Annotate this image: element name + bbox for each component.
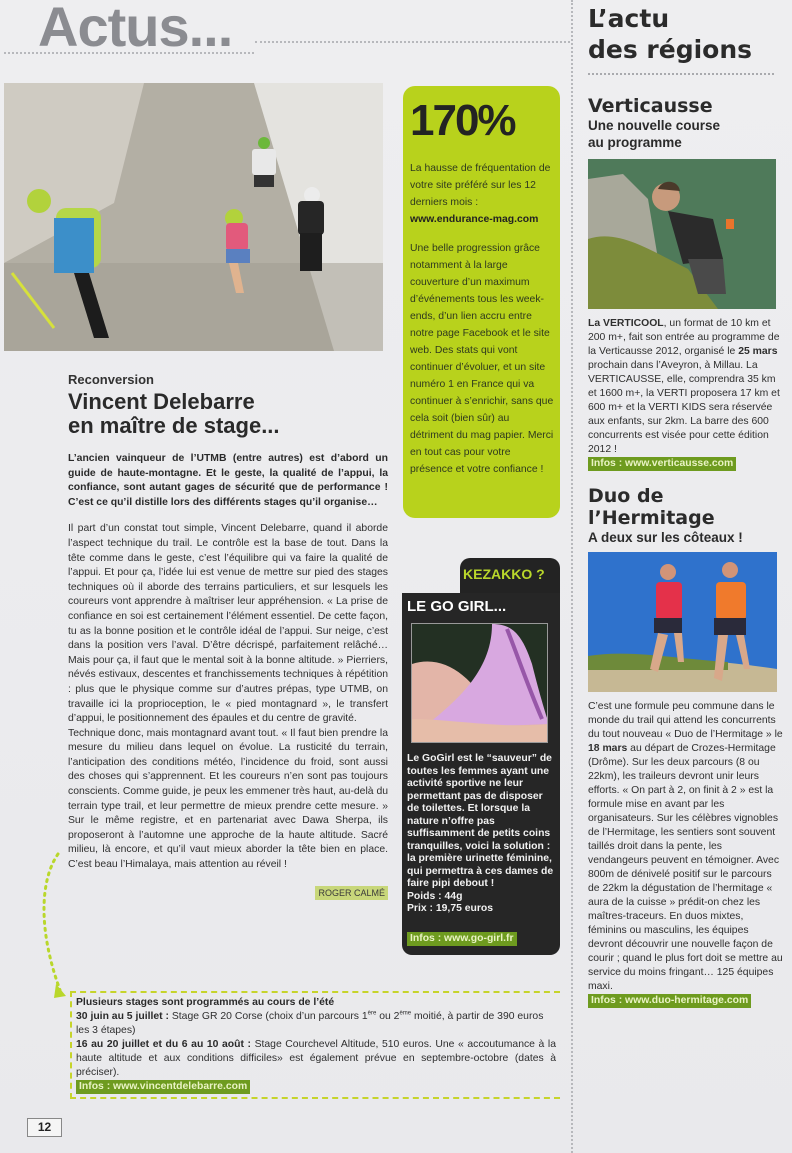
main-article bbox=[68, 372, 388, 900]
duo-subtitle: A deux sur les côteaux ! bbox=[588, 530, 743, 545]
article-headline bbox=[68, 390, 388, 438]
dotted-divider bbox=[4, 52, 254, 54]
regions-title bbox=[588, 3, 784, 65]
kezakko-text: Le GoGirl est le “sauveur” de toutes les femmes ayant une activité sportive ne leur permettant pas de disposer de toilettes. Et lorsque la nature n’offre pas suffisamment de petits coins tranquilles, voici la solution : la première urinette féminine, qui permettra à ces dames de faire pipi debout ! bbox=[407, 753, 554, 889]
headline-line-1: Vincent Delebarre bbox=[68, 389, 255, 414]
regions-title-line-2: des régions bbox=[588, 35, 753, 64]
kezakko-weight: Poids : 44g bbox=[407, 890, 463, 902]
stage-text: ou 2 bbox=[376, 1011, 400, 1022]
stage-item bbox=[76, 1010, 556, 1038]
kezakko-infos-link[interactable]: Infos : www.go-girl.fr bbox=[407, 932, 517, 946]
verticausse-subtitle-1: Une nouvelle course bbox=[588, 118, 721, 133]
verticausse-lead: La VERTICOOL bbox=[588, 318, 664, 329]
article-paragraph: Technique donc, mais montagnard avant tout. « Il faut bien prendre la mesure du milieu dans lequel on évolue. La rusticité du terrain, l’anticipation des conditions météo, l’incidence du froid, sont aussi des choses qui s’apprennent. Et les coureurs n’en sont pas toujours conscients. Comme guide, je peux les emmener très haut, au-delà du terrain type trail, et leur permettre de mieux prendre cette mesure. » Sur le même registre, et en partenariat avec Dawa Sherpa, ils proposeront à l’automne une approche de la haute altitude. Sacré milieu, là encore, et qu’il vaut mieux aborder la tête bien en place. C’est beau l’Himalaya, mais attention au réveil ! bbox=[68, 727, 388, 871]
duo-title-line-2: l’Hermitage bbox=[588, 507, 715, 529]
duo-text: au départ de Crozes-Hermitage (Drôme). Sur les deux parcours (8 ou 22km), les traileurs devront unir leurs efforts. « On part à 2, on finit à 2 » est la formule mise en avant par les organisateurs. Sur les célèbres vignobles de l’Hermitage, les sentiers sont souvent taillés droit dans la pente, les vendangeurs peuvent en témoigner. Avec 800m de dénivelé positif sur le parcours de 22km la dégustation de l’hermitage « aura de la cuisse » prédit-on chez les maîtres-traceurs. En duos mixtes, féminins ou masculins, les équipes devront découvrir une nouvelle façon de courir ; quand le plus fort doit se mettre au service du moins fringant… 125 équipes maxi. bbox=[588, 743, 783, 992]
article-kicker: Reconversion bbox=[68, 372, 154, 387]
verticausse-text: , un format de 10 km et 200 m+, fait son entrée au programme de la Verticausse 2012, organisé le bbox=[588, 318, 780, 357]
stat-callout bbox=[403, 86, 560, 518]
verticausse-header bbox=[588, 95, 784, 151]
verticausse-title: Verticausse bbox=[588, 95, 713, 117]
stage-text: Stage Courchevel Altitude, 510 euros. Une « accoutumance à la haute altitude et aux conditions difficiles» est également prévue en septembre-octobre (dates à préciser). bbox=[76, 1039, 556, 1078]
stage-text: moitié, à partir de 390 euros les 3 étapes) bbox=[76, 1011, 544, 1036]
regions-column bbox=[588, 3, 784, 1008]
page-number: 12 bbox=[27, 1118, 62, 1137]
section-title: Actus... bbox=[38, 0, 233, 58]
stat-body: Une belle progression grâce notamment à la large couverture d’un maximum d’événements tous les week-ends, d’un lien accru entre notre page Facebook et le site web. Des stats qui vont continuer d’évoluer, et un site numéro 1 en France qui va continuer à s’enrichir, sans que cela soit (bien sûr) au détriment du mag papier. Merci en tout cas pour votre présence et votre confiance ! bbox=[410, 243, 554, 475]
kezakko-title: LE GO GIRL... bbox=[407, 598, 507, 615]
stage-date: 16 au 20 juillet et du 6 au 10 août : bbox=[76, 1039, 251, 1050]
article-lede: L’ancien vainqueur de l’UTMB (entre autres) est d’abord un guide de haute-montagne. Et le geste, la qualité de l’appui, la confiance, sont autant gages de sécurité que de performance ! C’est ce qu’il distille lors des différents stages qu’il organise… bbox=[68, 453, 388, 508]
author-row bbox=[68, 881, 388, 900]
stages-info-box bbox=[70, 991, 560, 1099]
kezakko-box bbox=[402, 593, 560, 955]
stat-figure: 170% bbox=[410, 96, 515, 145]
duo-date: 18 mars bbox=[588, 743, 628, 754]
stage-text: Stage GR 20 Corse (choix d’un parcours 1 bbox=[168, 1011, 368, 1022]
verticausse-text: prochain dans l’Aveyron, à Millau. La VERTICAUSSE, elle, comprendra 35 km et 1600 m+, la VERTI proposera 17 km et 600 m+ et la VERTI KIDS sera réservée aux enfants, sur 2km. La barre des 600 concurrents est visée pour cette édition 2012 ! bbox=[588, 360, 780, 455]
stages-title: Plusieurs stages sont programmés au cours de l’été bbox=[76, 997, 335, 1008]
headline-line-2: en maître de stage... bbox=[68, 413, 280, 438]
duo-infos-link[interactable]: Infos : www.duo-hermitage.com bbox=[588, 994, 751, 1008]
kezakko-price: Prix : 19,75 euros bbox=[407, 903, 494, 914]
runners-climbing-photo bbox=[4, 83, 383, 351]
stage-date: 30 juin au 5 juillet : bbox=[76, 1011, 169, 1022]
verticausse-photo bbox=[588, 159, 776, 309]
stages-infos-link[interactable]: Infos : www.vincentdelebarre.com bbox=[76, 1080, 250, 1094]
article-paragraph: Il part d’un constat tout simple, Vincent Delebarre, quand il aborde l’aspect technique du trail. Le contrôle est la base de tout. Dans la tête comme dans le geste, c’est l’équilibre qui va faire la qualité de l’appui. Et pour ça, l’idée lui est venue de mettre sur pied des stages techniques où il aborde des terrains particuliers, et sur lesquels les coureurs vont apprendre à maîtriser leur appréhension. « La prise de confiance en soi est certainement l’élément essentiel. De cette façon, tu as la bonne position et le contrôle idéal de l’appui. Sur neige, c’est dans la position vers l’aval. D’être décrispé, parfaitement relâché… Mais pour ça, il faut que le mental soit à la bonne altitude. » Pierriers, névés estivaux, descentes et franchissements techniques à répétition : plus que le physique comme sur d’autres prépas, type UTMB, on travaille ici la proprioception, le « pied montagnard », le transfert d’appui, le positionnement des épaules et du centre de gravité. bbox=[68, 523, 388, 725]
stat-intro-text: La hausse de fréquentation de votre site préféré sur les 12 derniers mois : bbox=[410, 163, 551, 208]
duo-title-line-1: Duo de bbox=[588, 485, 664, 507]
article-body bbox=[68, 522, 388, 872]
duo-header bbox=[588, 485, 784, 546]
article-author: ROGER CALMÉ bbox=[315, 886, 388, 900]
column-separator bbox=[571, 0, 573, 1153]
duo-runners-photo bbox=[588, 552, 777, 692]
stage-item bbox=[76, 1038, 556, 1080]
verticausse-subtitle-2: au programme bbox=[588, 135, 682, 150]
duo-text: C’est une formule peu commune dans le monde du trail qui attend les concurrents du tout nouveau « Duo de l’Hermitage » le bbox=[588, 701, 783, 740]
dotted-divider bbox=[255, 41, 570, 43]
stat-url-link[interactable]: www.endurance-mag.com bbox=[410, 214, 539, 225]
kezakko-label: KEZAKKO ? bbox=[463, 566, 545, 582]
dotted-divider bbox=[588, 73, 774, 75]
kezakko-description bbox=[407, 753, 555, 916]
dotted-arrow-icon bbox=[38, 850, 68, 1000]
verticausse-date: 25 mars bbox=[738, 346, 778, 357]
stat-intro bbox=[410, 160, 554, 228]
regions-title-line-1: L’actu bbox=[588, 4, 670, 33]
gogirl-product-photo bbox=[411, 623, 548, 743]
superscript: ème bbox=[399, 1010, 412, 1017]
verticausse-body bbox=[588, 317, 784, 471]
duo-body bbox=[588, 700, 784, 1008]
verticausse-infos-link[interactable]: Infos : www.verticausse.com bbox=[588, 457, 736, 471]
superscript: ère bbox=[367, 1010, 377, 1017]
